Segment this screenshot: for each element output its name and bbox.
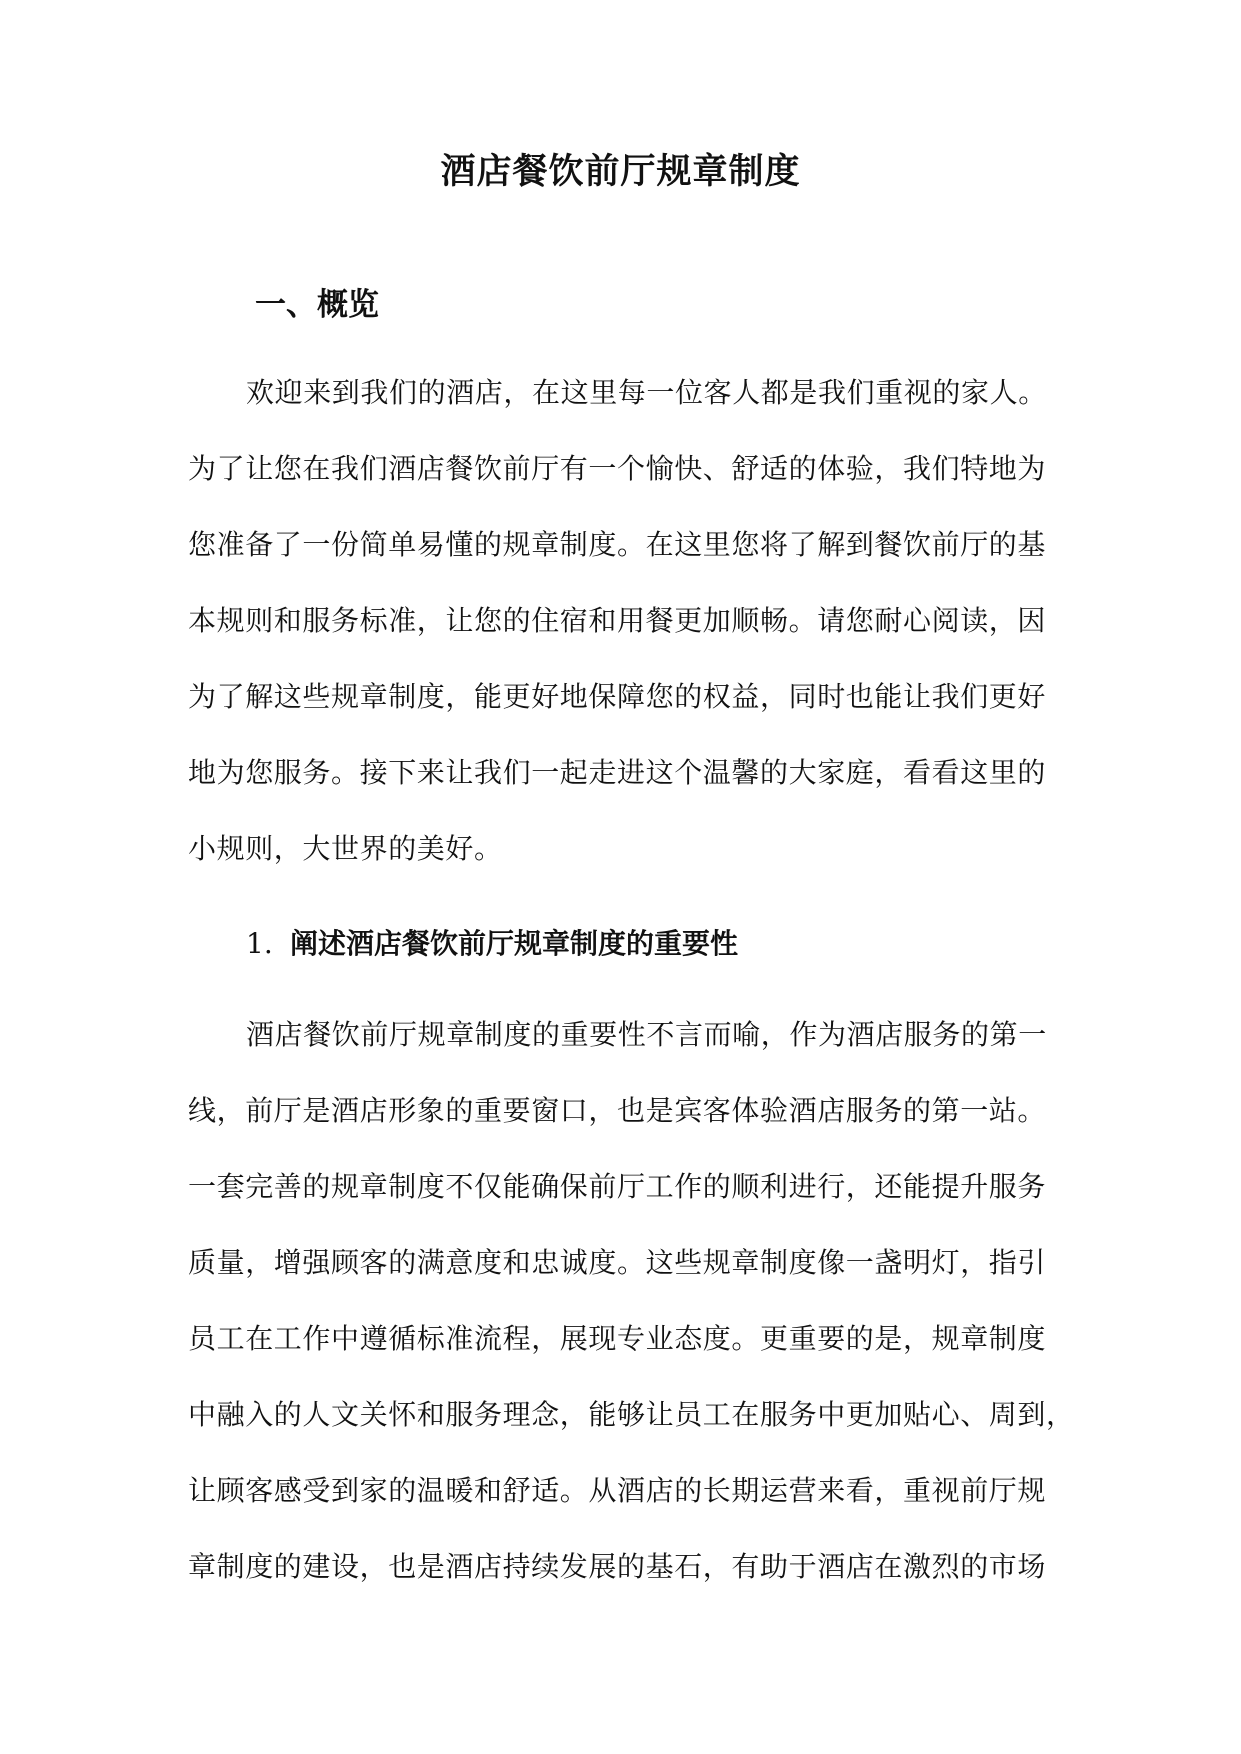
paragraph-line: 地为您服务。接下来让我们一起走进这个温馨的大家庭，看看这里的 [188,756,1047,789]
paragraph-line: 酒店餐饮前厅规章制度的重要性不言而喻，作为酒店服务的第一 [246,1018,1047,1051]
paragraph-line: 章制度的建设，也是酒店持续发展的基石，有助于酒店在激烈的市场 [188,1550,1047,1583]
overview-paragraph [188,355,1058,887]
subsection-heading-importance [246,924,738,964]
paragraph-line: 中融入的人文关怀和服务理念，能够让员工在服务中更加贴心、周到， [188,1398,1075,1431]
section-heading-overview: 一、概览 [255,287,379,323]
importance-paragraph [188,997,1075,1605]
paragraph-line: 为了解这些规章制度，能更好地保障您的权益，同时也能让我们更好 [188,680,1047,713]
document-title: 酒店餐饮前厅规章制度 [440,151,801,192]
subsection-heading-text: 阐述酒店餐饮前厅规章制度的重要性 [290,927,739,960]
paragraph-line: 为了让您在我们酒店餐饮前厅有一个愉快、舒适的体验，我们特地为 [188,452,1047,485]
paragraph-line: 员工在工作中遵循标准流程，展现专业态度。更重要的是，规章制度 [188,1322,1047,1355]
paragraph-line: 让顾客感受到家的温暖和舒适。从酒店的长期运营来看，重视前厅规 [188,1474,1047,1507]
paragraph-line: 您准备了一份简单易懂的规章制度。在这里您将了解到餐饮前厅的基 [188,528,1047,561]
subsection-number: 1. [246,927,273,960]
paragraph-line: 质量，增强顾客的满意度和忠诚度。这些规章制度像一盏明灯，指引 [188,1246,1047,1279]
paragraph-line: 小规则，大世界的美好。 [188,832,503,865]
paragraph-line: 欢迎来到我们的酒店，在这里每一位客人都是我们重视的家人。 [246,376,1047,409]
paragraph-line: 本规则和服务标准，让您的住宿和用餐更加顺畅。请您耐心阅读，因 [188,604,1047,637]
paragraph-line: 一套完善的规章制度不仅能确保前厅工作的顺利进行，还能提升服务 [188,1170,1047,1203]
paragraph-line: 线，前厅是酒店形象的重要窗口，也是宾客体验酒店服务的第一站。 [188,1094,1047,1127]
